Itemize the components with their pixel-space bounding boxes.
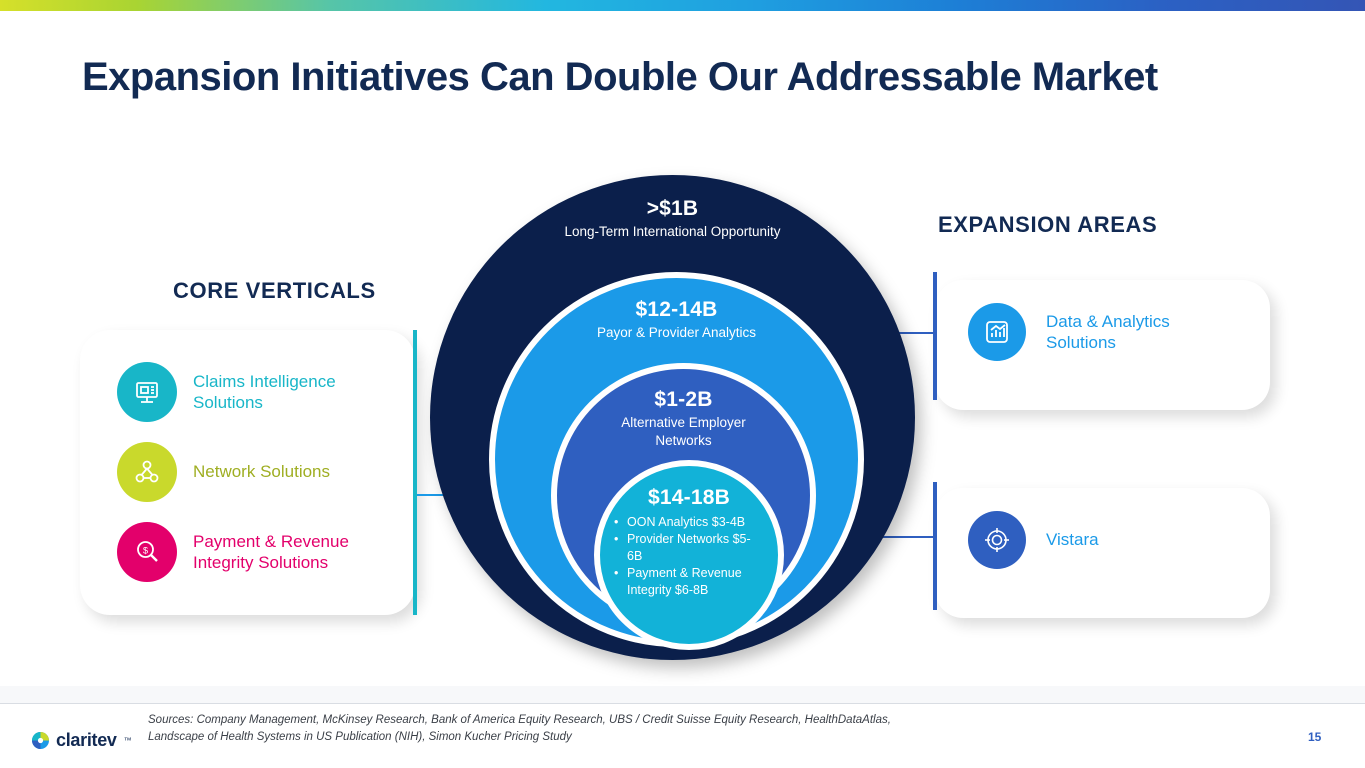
expansion-item-label: Vistara (1046, 530, 1099, 550)
sources-text (148, 712, 1148, 747)
presentation-chart-icon (117, 362, 177, 422)
expansion-item-vistara[interactable] (968, 511, 1226, 569)
circle-bullet: • Payment & Revenue Integrity $6-8B (614, 565, 764, 599)
svg-text:$: $ (142, 545, 149, 556)
core-vertical-item-claims-intelligence[interactable] (117, 362, 388, 422)
core-vertical-label: Claims Intelligence Solutions (193, 371, 336, 412)
core-vertical-label: Payment & Revenue Integrity Solutions (193, 531, 349, 572)
circle-bullet: • OON Analytics $3-4B (614, 514, 764, 531)
core-vertical-item-payment-revenue-integrity[interactable] (117, 522, 388, 582)
footer-background-strip (0, 686, 1365, 704)
target-icon (968, 511, 1026, 569)
core-verticals-accent-bar (413, 330, 417, 615)
circle-amount: $14-18B (648, 486, 730, 509)
expansion-accent-bar-bottom (933, 482, 937, 610)
expansion-areas-heading: EXPANSION AREAS (938, 212, 1158, 237)
circle-amount: $12-14B (635, 298, 718, 321)
core-verticals-heading: CORE VERTICALS (173, 278, 376, 303)
claritev-logo-mark-icon (32, 732, 49, 749)
core-vertical-label: Network Solutions (193, 462, 331, 482)
page-number: 15 (1308, 730, 1322, 744)
magnifier-dollar-icon (117, 522, 177, 582)
expansion-accent-bar-top (933, 272, 937, 400)
trademark-symbol: ™ (123, 736, 132, 745)
circle-amount: $1-2B (654, 388, 713, 411)
circle-subtitle: Long-Term International Opportunity (564, 224, 781, 239)
claritev-logo-text: claritev (56, 730, 117, 750)
circle-bullet: • Provider Networks $5-6B (614, 531, 764, 565)
circle-subtitle: Alternative Employer Networks (621, 415, 746, 448)
expansion-item-data-analytics[interactable] (968, 303, 1226, 361)
core-vertical-item-network-solutions[interactable] (117, 442, 388, 502)
circle-amount: >$1B (646, 197, 699, 220)
sources-line-1: Sources: Company Management, McKinsey Research, Bank of America Equity Research, UBS / Credit Suisse Equity Research, HealthDataAtlas, (148, 714, 891, 726)
network-nodes-icon (117, 442, 177, 502)
claritev-logo (32, 730, 132, 751)
circle-bullet-list (614, 514, 764, 598)
sources-line-2: Landscape of Health Systems in US Publication (NIH), Simon Kucher Pricing Study (148, 731, 572, 744)
circle-subtitle: Payor & Provider Analytics (596, 325, 757, 340)
bar-chart-icon (968, 303, 1026, 361)
circle-core-tam (594, 460, 784, 650)
expansion-item-label: Data & Analytics Solutions (1046, 311, 1170, 352)
top-gradient-bar (0, 0, 1365, 11)
page-title: Expansion Initiatives Can Double Our Addressable Market (82, 55, 1158, 99)
